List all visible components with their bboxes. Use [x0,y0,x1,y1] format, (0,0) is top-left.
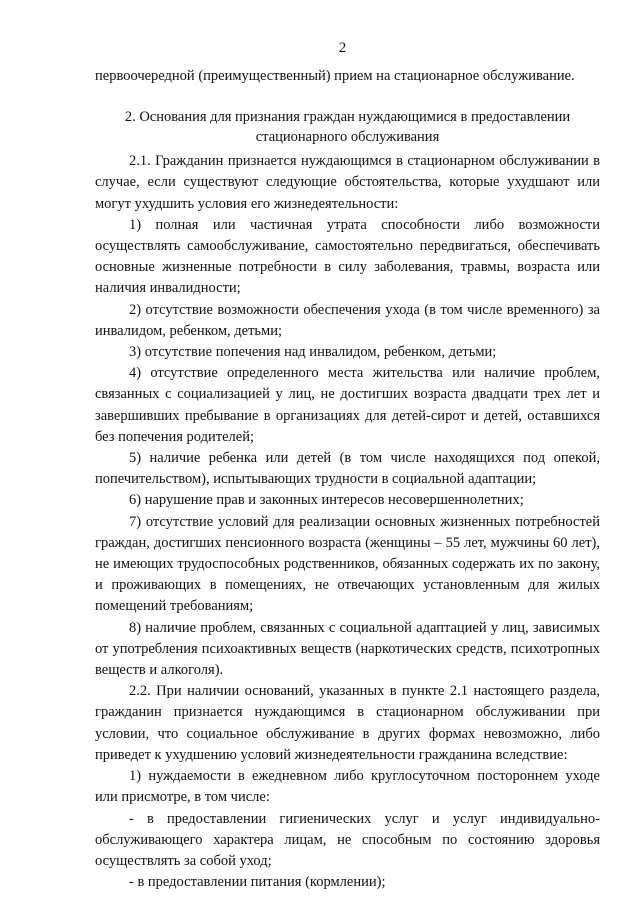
list-item-8: 8) наличие проблем, связанных с социальной адаптацией у лиц, зависимых от употребления психоактивных веществ (наркотических средств, психотропных веществ и алкоголя). [95,619,600,679]
section-heading [95,107,600,147]
page-number: 2 [338,40,347,56]
list-item-4: 4) отсутствие определенного места жительства или наличие проблем, связанных с социализацией у лиц, не достигших возраста двадцати трех лет и завершивших пребывание в организациях для детей-сирот и детей, оставшихся без попечения родителей; [95,365,600,445]
intro-tail-paragraph: первоочередной (преимущественный) прием на стационарное обслуживание. [95,68,575,84]
list-item-7: 7) отсутствие условий для реализации основных жизненных потребностей граждан, достигших пенсионного возраста (женщины – 55 лет, мужчины 60 лет), не имеющих трудоспособных родственников, обязанных содержать их по закону, и проживающих в помещениях, не отвечающих установленным для жилых помещений требованиям; [95,513,600,615]
list-item-5: 5) наличие ребенка или детей (в том числе находящихся под опекой, попечительством), испытывающих трудности в социальной адаптации; [95,450,600,488]
paragraph-2-2: 2.2. При наличии оснований, указанных в пункте 2.1 настоящего раздела, гражданин признается нуждающимся в стационарном обслуживании при условии, что социальное обслуживание в других формах невозможно, либо приведет к ухудшению условий жизнедеятельности гражданина вследствие: [95,683,600,763]
list-item-3: 3) отсутствие попечения над инвалидом, ребенком, детьми; [129,344,497,361]
list-item-6: 6) нарушение прав и законных интересов несовершеннолетних; [129,492,524,509]
sub-item-hygiene: - в предоставлении гигиенических услуг и услуг индивидуально-обслуживающего характера лицам, не способным по состоянию здоровья осуществлять за собой уход; [95,810,600,869]
list-item-1: 1) полная или частичная утрата способности либо возможности осуществлять самообслуживание, самостоятельно передвигаться, обеспечивать основные жизненные потребности в силу заболевания, травмы, возраста или наличия инвалидности; [95,216,600,297]
sub-item-feeding: - в предоставлении питания (кормлении); [129,874,386,891]
section-heading-line-1: 2. Основания для признания граждан нуждающимися в предоставлении [124,109,571,126]
section-heading-line-2: стационарного обслуживания [255,129,440,146]
list-item-2-2-1: 1) нуждаемости в ежедневном либо круглосуточном постороннем уходе или присмотре, в том числе: [95,768,600,806]
paragraph-2-1: 2.1. Гражданин признается нуждающимся в стационарном обслуживании в случае, если существуют следующие обстоятельства, которые ухудшают или могут ухудшить условия его жизнедеятельности: [95,153,600,212]
list-item-2: 2) отсутствие возможности обеспечения ухода (в том числе временного) за инвалидом, ребенком, детьми; [95,301,600,339]
